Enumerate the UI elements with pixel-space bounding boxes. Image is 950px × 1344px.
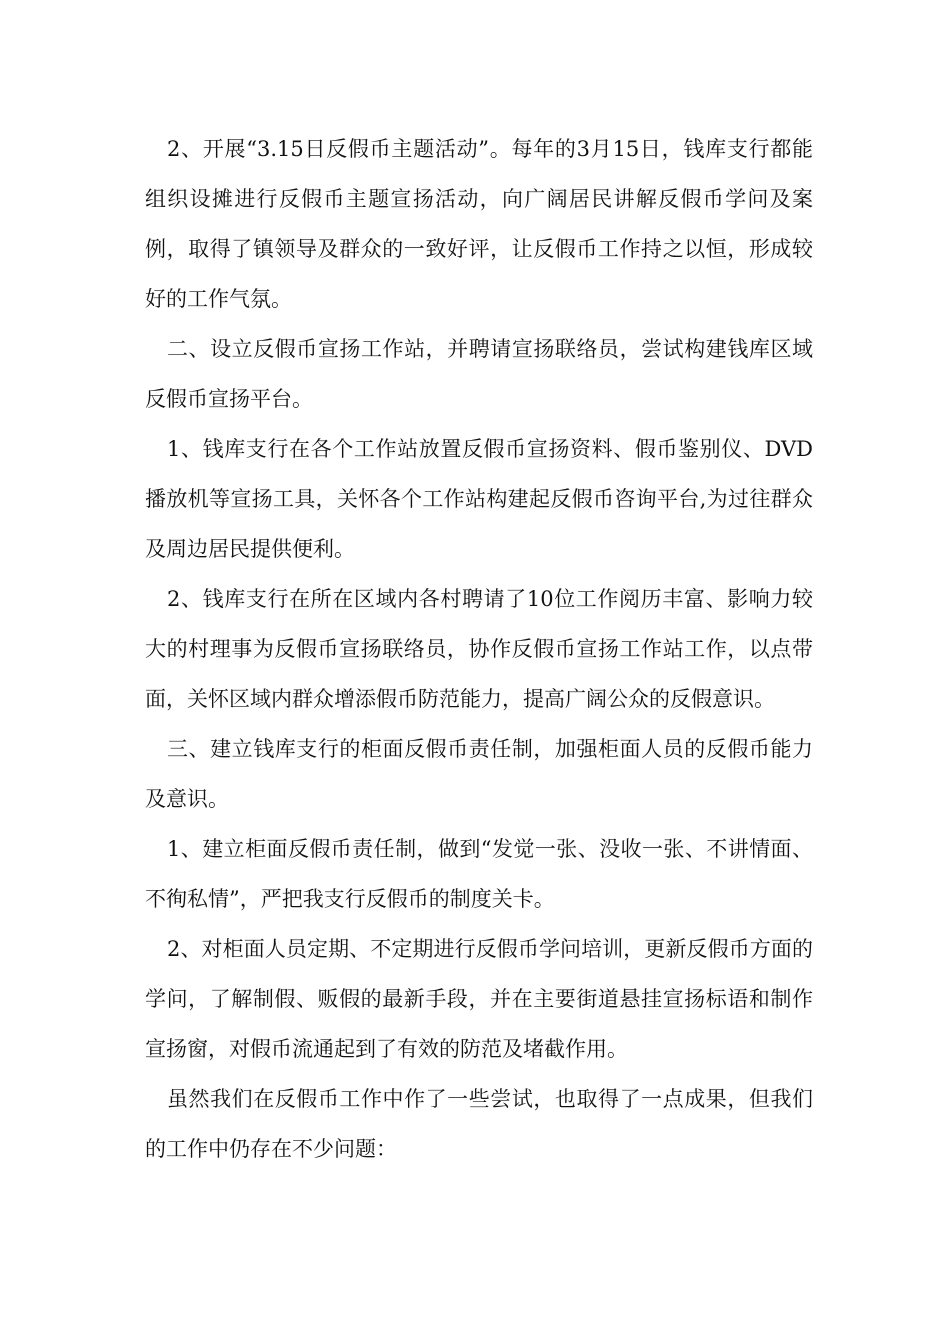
paragraph-6: 1、建立柜面反假币责任制，做到“发觉一张、没收一张、不讲情面、不徇私情”，严把我支行反假币的制度关卡。 xyxy=(145,837,813,911)
paragraph-7: 2、对柜面人员定期、不定期进行反假币学问培训，更新反假币方面的学问，了解制假、贩假的最新手段，并在主要街道悬挂宣扬标语和制作宣扬窗，对假币流通起到了有效的防范及堵截作用。 xyxy=(145,937,813,1061)
paragraph-1: 2、开展“3.15日反假币主题活动”。每年的3月15日，钱库支行都能组织设摊进行反假币主题宣扬活动，向广阔居民讲解反假币学问及案例，取得了镇领导及群众的一致好评，让反假币工作持之以恒，形成较好的工作气氛。 xyxy=(145,137,813,311)
paragraph-2: 二、设立反假币宣扬工作站，并聘请宣扬联络员，尝试构建钱库区域反假币宣扬平台。 xyxy=(145,337,813,411)
document-body xyxy=(145,124,813,1174)
paragraph-8: 虽然我们在反假币工作中作了一些尝试，也取得了一点成果，但我们的工作中仍存在不少问题： xyxy=(145,1087,813,1161)
paragraph-5: 三、建立钱库支行的柜面反假币责任制，加强柜面人员的反假币能力及意识。 xyxy=(145,737,813,811)
paragraph-4: 2、钱库支行在所在区域内各村聘请了10位工作阅历丰富、影响力较大的村理事为反假币宣扬联络员，协作反假币宣扬工作站工作，以点带面，关怀区域内群众增添假币防范能力，提高广阔公众的反假意识。 xyxy=(145,587,813,711)
paragraph-3: 1、钱库支行在各个工作站放置反假币宣扬资料、假币鉴别仪、DVD播放机等宣扬工具，关怀各个工作站构建起反假币咨询平台,为过往群众及周边居民提供便利。 xyxy=(145,437,813,561)
